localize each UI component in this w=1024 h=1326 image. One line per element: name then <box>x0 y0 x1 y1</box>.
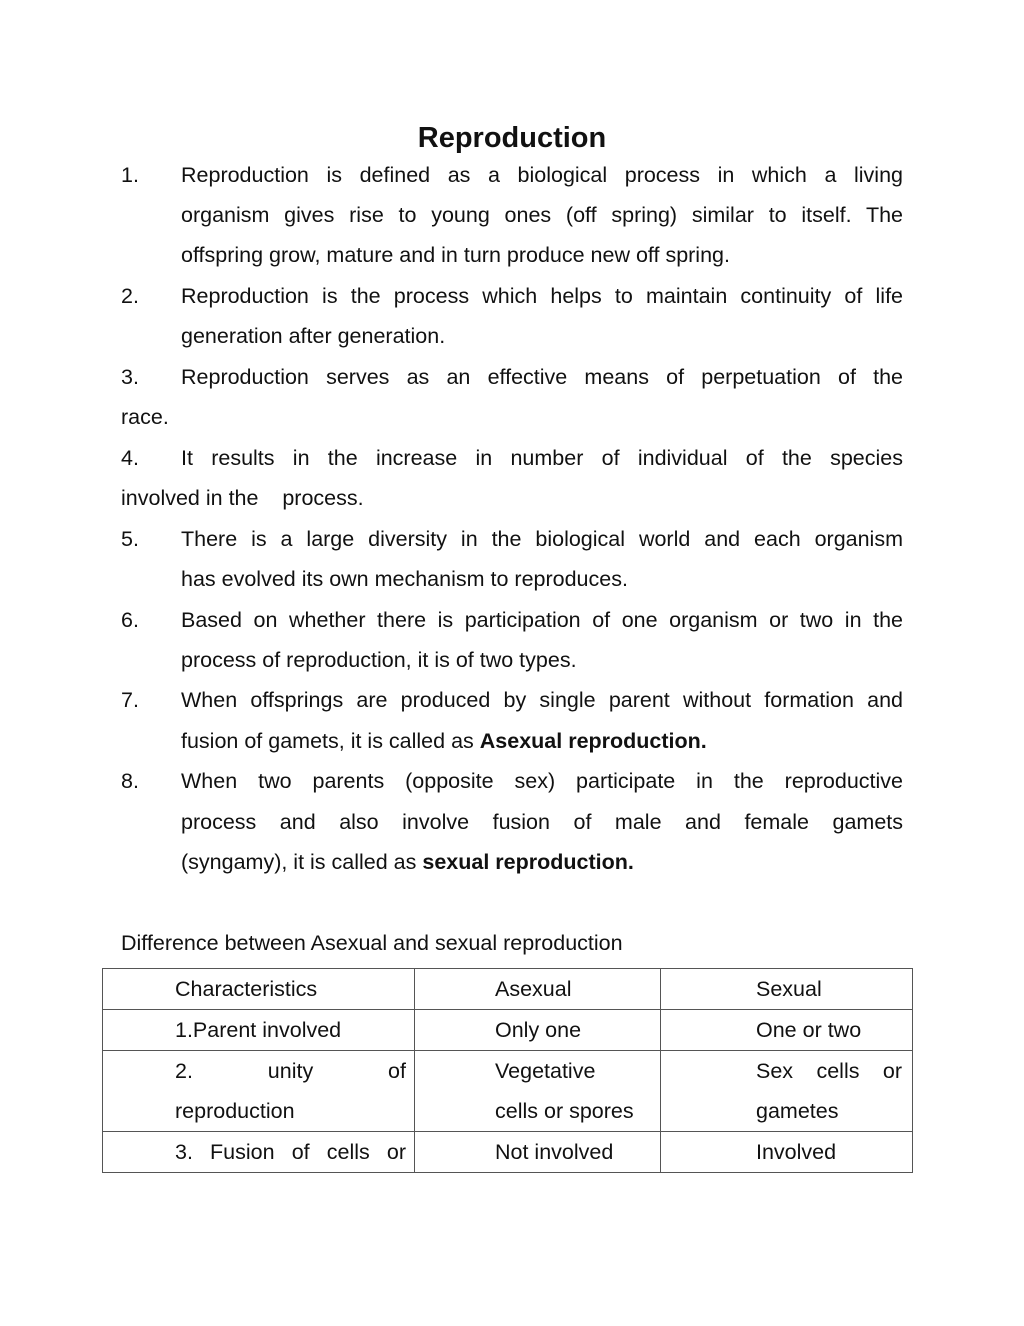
list-item-text: Reproduction is the process which helps to maintain continuity of life <box>181 284 903 308</box>
list-item-text: involved in the process. <box>121 486 364 510</box>
table-cell: 1.Parent involved <box>103 1010 415 1051</box>
term-sexual-reproduction: sexual reproduction. <box>422 850 634 874</box>
table-cell <box>415 1051 661 1132</box>
list-item-number: 7. <box>121 688 139 712</box>
list-item-number: 2. <box>121 284 139 308</box>
cell-line: gametes <box>756 1099 839 1123</box>
comparison-table <box>102 968 913 1173</box>
list-item-number: 1. <box>121 163 139 187</box>
list-item-text: race. <box>121 405 169 429</box>
table-cell: Not involved <box>415 1132 661 1173</box>
header-cell-sexual: Sexual <box>661 969 913 1010</box>
list-item-text: Reproduction is defined as a biological process in which a living <box>181 163 903 187</box>
table-cell: 3. Fusion of cells or <box>103 1132 415 1173</box>
table-header-row <box>103 969 913 1010</box>
table-cell <box>661 1051 913 1132</box>
list-item-text: process and also involve fusion of male and female gamets <box>181 810 903 834</box>
list-item-text: process of reproduction, it is of two types. <box>181 648 577 672</box>
table-cell: One or two <box>661 1010 913 1051</box>
list-item-text: When two parents (opposite sex) participate in the reproductive <box>181 769 903 793</box>
list-item-text: When offsprings are produced by single parent without formation and <box>181 688 903 712</box>
header-cell-characteristics: Characteristics <box>103 969 415 1010</box>
list-item-number: 5. <box>121 527 139 551</box>
table-row <box>103 1051 913 1132</box>
list-item-text-plain: (syngamy), it is called as <box>181 850 423 874</box>
list-item-text <box>181 726 707 756</box>
list-item-number: 4. <box>121 446 139 470</box>
list-item-text: organism gives rise to young ones (off spring) similar to itself. The <box>181 203 903 227</box>
list-item-text: It results in the increase in number of individual of the species <box>181 446 903 470</box>
term-asexual-reproduction: Asexual reproduction. <box>479 729 707 753</box>
cell-line: 2. unity of <box>175 1059 406 1083</box>
cell-line: cells or spores <box>495 1099 634 1123</box>
list-item-text: generation after generation. <box>181 324 446 348</box>
table-row <box>103 1010 913 1051</box>
list-item-text: Reproduction serves as an effective means of perpetuation of the <box>181 365 903 389</box>
cell-line: reproduction <box>175 1099 295 1123</box>
table-row <box>103 1132 913 1173</box>
table-caption: Difference between Asexual and sexual reproduction <box>121 931 623 955</box>
list-item-text: There is a large diversity in the biological world and each organism <box>181 527 903 551</box>
list-item-text <box>181 847 634 877</box>
header-cell-asexual: Asexual <box>415 969 661 1010</box>
table-cell: Only one <box>415 1010 661 1051</box>
list-item-text-plain: fusion of gamets, it is called as <box>181 729 480 753</box>
list-item-number: 8. <box>121 769 139 793</box>
table-cell: Involved <box>661 1132 913 1173</box>
list-item-number: 6. <box>121 608 139 632</box>
page-title: Reproduction <box>417 122 607 154</box>
list-item-text: Based on whether there is participation of one organism or two in the <box>181 608 903 632</box>
list-item-number: 3. <box>121 365 139 389</box>
cell-line: Vegetative <box>495 1059 596 1083</box>
list-item-text: has evolved its own mechanism to reproduces. <box>181 567 628 591</box>
cell-line: Sex cells or <box>756 1059 902 1083</box>
table-cell <box>103 1051 415 1132</box>
list-item-text: offspring grow, mature and in turn produce new off spring. <box>181 243 730 267</box>
